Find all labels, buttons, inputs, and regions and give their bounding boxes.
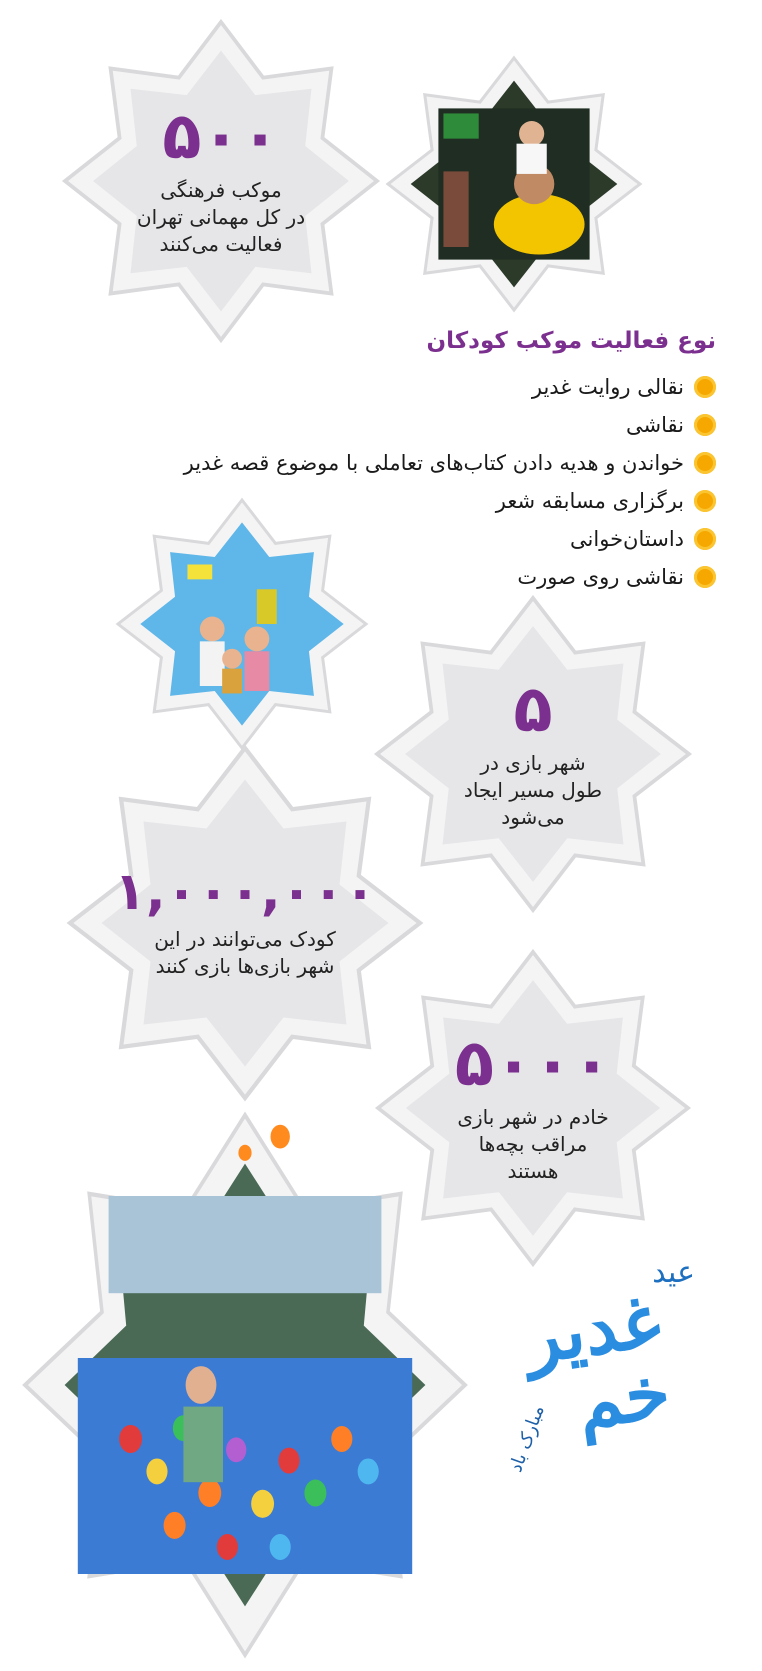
- stat-number: ۱,۰۰۰,۰۰۰: [114, 862, 376, 922]
- list-item: [36, 444, 716, 482]
- stat-description: موکب فرهنگی در کل مهمانی تهران فعالیت می‌کنند: [136, 177, 306, 256]
- stat-description: کودک می‌توانند در این شهر بازی‌ها بازی کنند: [154, 927, 336, 978]
- photo-kids-flags-image: [118, 500, 366, 748]
- stat-number: ۵۰۰: [162, 99, 280, 174]
- photo-father-child-image: [388, 58, 640, 310]
- orange-circle-bullet-icon: [694, 528, 716, 550]
- stat-description: خادم در شهر بازی مراقب بچه‌ها هستند: [457, 1104, 609, 1183]
- photo-star-ball-pit: [25, 1115, 465, 1655]
- stat-number: ۵: [513, 672, 553, 747]
- photo-ball-pit-image: [25, 1115, 465, 1655]
- orange-circle-bullet-icon: [694, 414, 716, 436]
- stat-number: ۵۰۰۰: [454, 1026, 612, 1101]
- activity-label: نقاشی روی صورت: [517, 565, 684, 589]
- stat-star-1000000: [70, 748, 420, 1098]
- activity-label: نقاشی: [626, 413, 684, 437]
- orange-circle-bullet-icon: [694, 376, 716, 398]
- list-item: [36, 406, 716, 444]
- photo-star-father-child: [388, 58, 640, 310]
- photo-star-kids-flags: [118, 500, 366, 748]
- activity-label: نقالی روایت غدیر: [531, 375, 684, 399]
- eid-ghadir-calligraphy: [495, 1235, 705, 1495]
- calligraphy-eid: عید: [652, 1255, 695, 1290]
- orange-circle-bullet-icon: [694, 452, 716, 474]
- activity-label: خواندن و هدیه دادن کتاب‌های تعاملی با موضوع قصه غدیر: [183, 451, 684, 475]
- activities-title: نوع فعالیت موکب کودکان: [426, 328, 716, 354]
- calligraphy-ghadir-khom: غدیر خم: [519, 1276, 676, 1446]
- calligraphy-mobarak-bad: مبارک باد: [505, 1402, 549, 1475]
- list-item: [36, 368, 716, 406]
- stat-description: شهر بازی در طول مسیر ایجاد می‌شود: [463, 750, 603, 829]
- stat-star-500: [65, 22, 377, 340]
- activity-label: داستان‌خوانی: [570, 527, 684, 551]
- orange-circle-bullet-icon: [694, 490, 716, 512]
- activity-label: برگزاری مسابقه شعر: [495, 489, 684, 513]
- orange-circle-bullet-icon: [694, 566, 716, 588]
- stat-star-5: [377, 598, 689, 910]
